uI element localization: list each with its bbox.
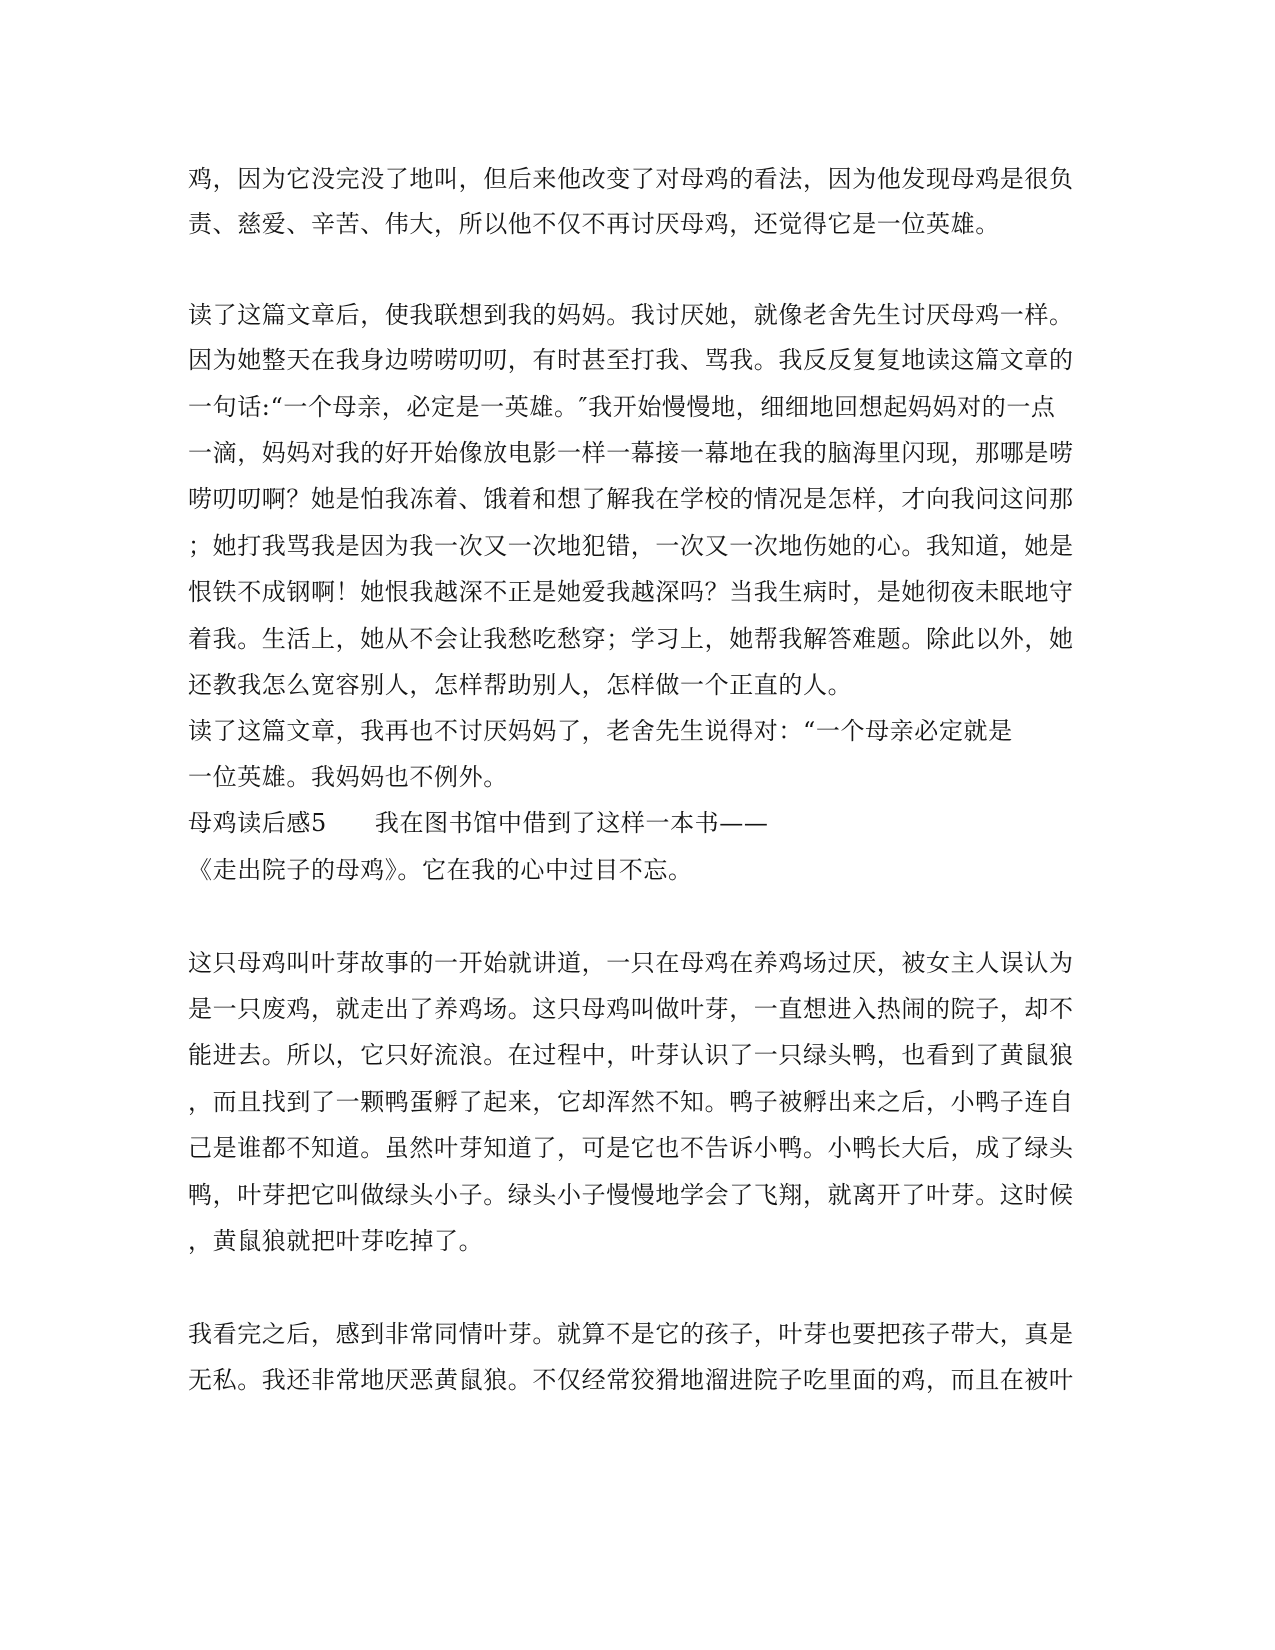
text-line: 鸭，叶芽把它叫做绿头小子。绿头小子慢慢地学会了飞翔，就离开了叶芽。这时候 bbox=[188, 1181, 1074, 1209]
text-line: ，而且找到了一颗鸭蛋孵了起来，它却浑然不知。鸭子被孵出来之后，小鸭子连自 bbox=[188, 1088, 1074, 1116]
text-line: 《走出院子的母鸡》。它在我的心中过目不忘。 bbox=[188, 856, 693, 884]
section-heading: 母鸡读后感5 bbox=[188, 809, 327, 837]
text-line: ；她打我骂我是因为我一次又一次地犯错，一次又一次地伤她的心。我知道，她是 bbox=[188, 532, 1074, 560]
text-line: 一滴，妈妈对我的好开始像放电影一样一幕接一幕地在我的脑海里闪现，那哪是唠 bbox=[188, 439, 1074, 467]
heading-line bbox=[188, 808, 1088, 838]
text-line: 我在图书馆中借到了这样一本书—— bbox=[374, 809, 769, 837]
text-line: 还教我怎么宽容别人，怎样帮助别人，怎样做一个正直的人。 bbox=[188, 671, 853, 699]
text-line: 责、慈爱、辛苦、伟大，所以他不仅不再讨厌母鸡，还觉得它是一位英雄。 bbox=[188, 210, 1000, 238]
text-line: 这只母鸡叫叶芽故事的一开始就讲道，一只在母鸡在养鸡场过厌，被女主人误认为 bbox=[188, 949, 1074, 977]
text-line: 我看完之后，感到非常同情叶芽。就算不是它的孩子，叶芽也要把孩子带大，真是 bbox=[188, 1320, 1074, 1348]
text-line: 唠叨叨啊？她是怕我冻着、饿着和想了解我在学校的情况是怎样，才向我问这问那 bbox=[188, 485, 1074, 513]
text-line: ，黄鼠狼就把叶芽吃掉了。 bbox=[188, 1227, 484, 1255]
text-line: 鸡，因为它没完没了地叫，但后来他改变了对母鸡的看法，因为他发现母鸡是很负 bbox=[188, 165, 1074, 193]
text-line: 着我。生活上，她从不会让我愁吃愁穿；学习上，她帮我解答难题。除此以外，她 bbox=[188, 625, 1074, 653]
text-line: 读了这篇文章，我再也不讨厌妈妈了，老舍先生说得对：“一个母亲必定就是 bbox=[188, 717, 1013, 745]
text-line: 无私。我还非常地厌恶黄鼠狼。不仅经常狡猾地溜进院子吃里面的鸡，而且在被叶 bbox=[188, 1366, 1074, 1394]
text-line: 能进去。所以，它只好流浪。在过程中，叶芽认识了一只绿头鸭，也看到了黄鼠狼 bbox=[188, 1041, 1074, 1069]
text-line: 因为她整天在我身边唠唠叨叨，有时甚至打我、骂我。我反反复复地读这篇文章的 bbox=[188, 346, 1074, 374]
text-line: 恨铁不成钢啊！她恨我越深不正是她爱我越深吗？当我生病时，是她彻夜未眠地守 bbox=[188, 578, 1074, 606]
text-line: 是一只废鸡，就走出了养鸡场。这只母鸡叫做叶芽，一直想进入热闹的院子，却不 bbox=[188, 995, 1074, 1023]
text-line: 一句话:“一个母亲，必定是一英雄。″我开始慢慢地，细细地回想起妈妈对的一点 bbox=[188, 393, 1056, 421]
text-line: 一位英雄。我妈妈也不例外。 bbox=[188, 763, 508, 791]
text-line: 读了这篇文章后，使我联想到我的妈妈。我讨厌她，就像老舍先生讨厌母鸡一样。 bbox=[188, 301, 1074, 329]
text-line: 己是谁都不知道。虽然叶芽知道了，可是它也不告诉小鸭。小鸭长大后，成了绿头 bbox=[188, 1134, 1074, 1162]
